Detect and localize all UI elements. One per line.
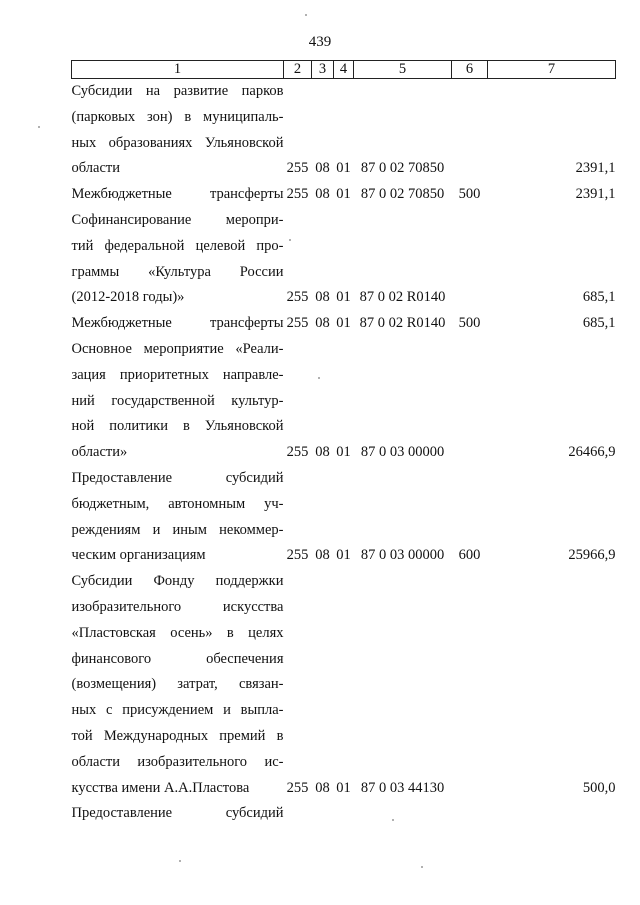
item-name-line: (2012-2018 годы)» [71,289,185,306]
admin-code: 255 [286,315,309,332]
scan-speck [179,860,181,862]
column-header: 6 [452,61,488,79]
item-name-line: «Пластовская осень» в целях [71,624,284,641]
table-row [72,337,616,466]
expense-type-code: 500 [458,315,481,332]
column-header: 3 [312,61,334,79]
scan-speck [392,819,394,821]
item-name-line: области изобразительного ис- [71,753,284,770]
expense-type-code [452,801,488,827]
target-article-code: 87 0 03 00000 [360,547,445,564]
subsection-code: 01 [336,444,351,461]
item-name-line: Основное мероприятие «Реали- [71,340,284,357]
admin-code [284,801,312,827]
expense-type-code [452,79,488,183]
table-row [72,182,616,208]
item-name-line: реждениям и иным некоммер- [71,521,284,538]
section-code: 08 [315,547,330,564]
amount: 500,0 [582,779,616,796]
budget-table [71,60,616,827]
table-row [72,569,616,801]
expense-type-code: 500 [458,186,481,203]
target-article-code: 87 0 02 R0140 [359,315,446,332]
section-code: 08 [315,289,330,306]
item-name-line: Межбюджетные трансферты [71,315,284,332]
item-name-line: области» [71,444,128,461]
section-code: 08 [315,186,330,203]
item-name [72,801,284,827]
amount: 685,1 [582,315,616,332]
column-header: 1 [72,61,284,79]
item-name-line: Субсидии Фонду поддержки [71,573,284,590]
target-article-code: 87 0 03 44130 [360,779,445,796]
amount [488,801,616,827]
item-name-line: (парковых зон) в муниципаль- [71,108,284,125]
subsection-code: 01 [336,186,351,203]
item-name-line: кусства имени А.А.Пластова [71,779,250,796]
admin-code: 255 [286,547,309,564]
item-name-line: Субсидии на развитие парков [71,83,284,99]
scan-speck [289,239,291,241]
item-name-line: бюджетным, автономным уч- [71,495,284,512]
amount: 25966,9 [568,547,616,564]
amount: 2391,1 [575,160,616,177]
item-name-line: Предоставление субсидий [71,805,284,822]
target-article-code: 87 0 02 70850 [360,186,445,203]
item-name-line: той Международных премий в [71,727,284,744]
column-header-row [72,61,616,79]
item-name-line: области [71,160,120,177]
scan-speck [38,126,40,128]
expense-type-code [452,569,488,801]
item-name-line: граммы «Культура России [71,263,284,280]
expense-type-code: 600 [458,547,481,564]
item-name [72,569,284,801]
table-row [72,79,616,183]
section-code: 08 [315,315,330,332]
table-row [72,466,616,569]
target-article-code: 87 0 02 R0140 [359,289,446,306]
item-name-line: ний государственной культур- [71,392,284,409]
amount: 685,1 [582,289,616,306]
subsection-code: 01 [336,315,351,332]
admin-code: 255 [286,289,309,306]
item-name-line: изобразительного искусства [71,598,284,615]
target-article-code: 87 0 02 70850 [360,160,445,177]
table-row [72,208,616,311]
section-code [312,801,334,827]
scan-speck [305,14,307,16]
item-name-line: Софинансирование меропри- [71,211,284,228]
expense-type-code [452,337,488,466]
item-name-line: ческим организациям [71,547,206,564]
scan-speck [318,377,320,379]
column-header: 2 [284,61,312,79]
target-article-code: 87 0 03 00000 [360,444,445,461]
section-code: 08 [315,779,330,796]
item-name [72,79,284,183]
subsection-code: 01 [336,779,351,796]
item-name-line: Межбюджетные трансферты [71,186,284,203]
item-name [72,208,284,311]
item-name-line: Предоставление субсидий [71,469,284,486]
subsection-code: 01 [336,547,351,564]
item-name-line: ной политики в Ульяновской [71,418,284,435]
admin-code: 255 [286,779,309,796]
subsection-code [334,801,354,827]
column-header: 4 [334,61,354,79]
column-header: 7 [488,61,616,79]
item-name [72,311,284,337]
amount: 2391,1 [575,186,616,203]
table-row [72,311,616,337]
item-name [72,182,284,208]
column-header: 5 [354,61,452,79]
item-name-line: ных образованиях Ульяновской [71,134,284,151]
page-number: 439 [308,34,332,50]
admin-code: 255 [286,186,309,203]
item-name-line: зация приоритетных направле- [71,366,284,383]
item-name-line: тий федеральной целевой про- [71,237,284,254]
admin-code: 255 [286,444,309,461]
target-article-code [354,801,452,827]
scan-speck [421,866,423,868]
section-code: 08 [315,444,330,461]
admin-code: 255 [286,160,309,177]
subsection-code: 01 [336,160,351,177]
subsection-code: 01 [336,289,351,306]
expense-type-code [452,208,488,311]
amount: 26466,9 [568,444,616,461]
item-name [72,466,284,569]
table-row [72,801,616,827]
item-name-line: (возмещения) затрат, связан- [71,676,284,693]
item-name [72,337,284,466]
item-name-line: ных с присуждением и выпла- [71,702,284,719]
item-name-line: финансового обеспечения [71,650,284,667]
section-code: 08 [315,160,330,177]
